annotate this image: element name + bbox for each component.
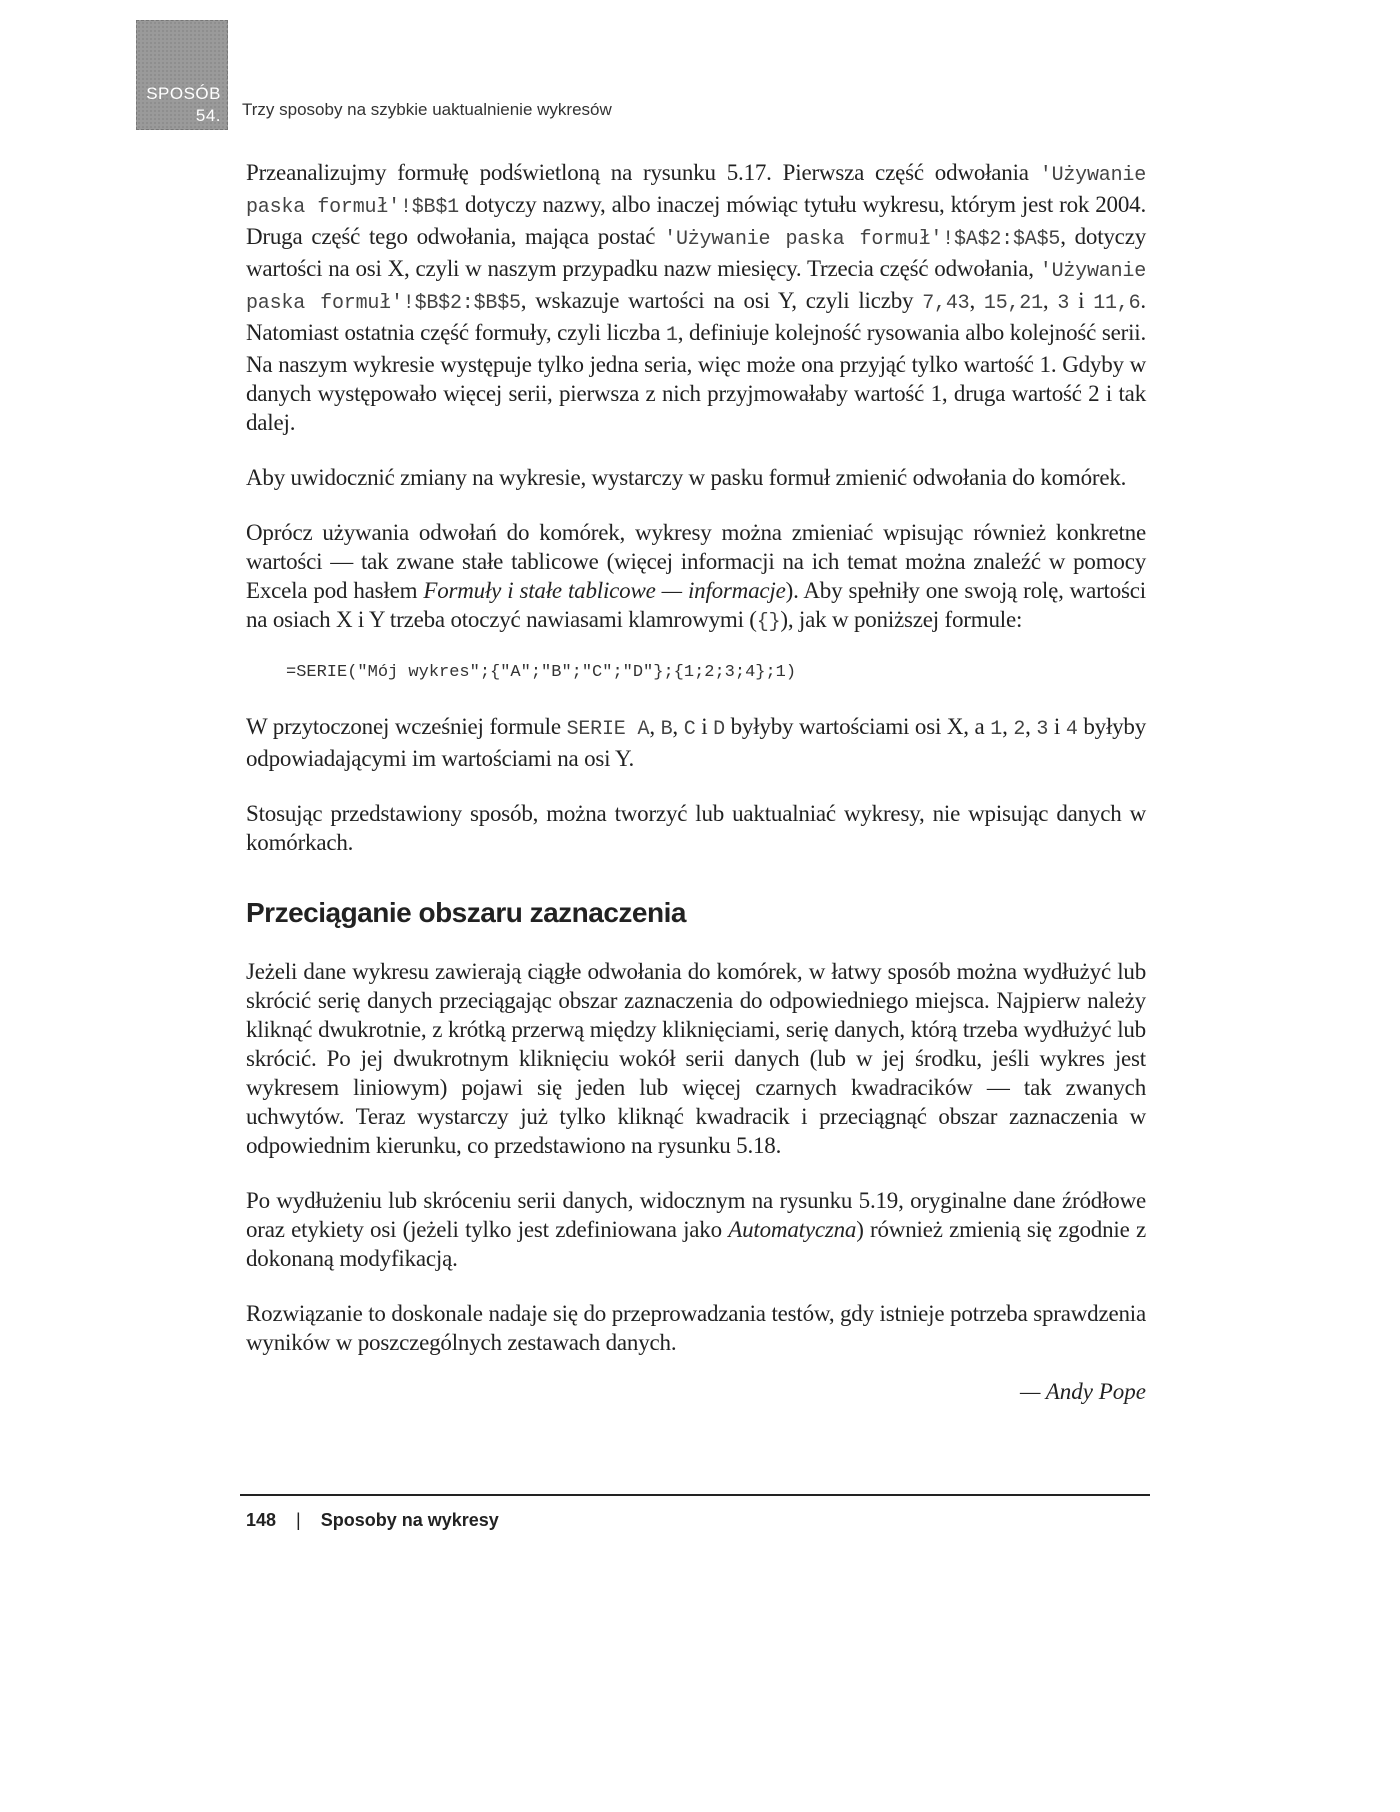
inline-code: 'Używanie paska formuł'!$B$2:$B$5 bbox=[246, 260, 1146, 315]
paragraph-formula-bar: Aby uwidocznić zmiany na wykresie, wystarczy w pasku formuł zmienić odwołania do komórek. bbox=[246, 465, 1127, 490]
inline-code: {} bbox=[756, 611, 781, 634]
paragraph-array-constants: Oprócz używania odwołań do komórek, wykresy można zmieniać wpisując również konkretne wartości — tak zwane stałe tablicowe (więcej informacji na ich temat można znaleźć w pomocy Excela pod hasłem Formuły i stałe tablicowe — informacje). Aby spełniły one swoją rolę, wartości na osiach X i Y trzeba otoczyć nawiasami klamrowymi ({}), jak w poniższej formule: bbox=[246, 520, 1146, 634]
inline-code: 4 bbox=[1065, 718, 1078, 741]
inline-code: 'Używanie paska formuł'!$B$1 bbox=[246, 164, 1146, 219]
inline-code: 3 bbox=[1057, 292, 1070, 315]
running-header-title: Trzy sposoby na szybkie uaktualnienie wykresów bbox=[242, 100, 612, 119]
help-topic-reference: Formuły i stałe tablicowe — informacje bbox=[423, 578, 786, 603]
footer-separator: | bbox=[296, 1510, 301, 1530]
option-name: Automatyczna bbox=[728, 1217, 857, 1242]
inline-code: D bbox=[713, 718, 725, 741]
hack-badge bbox=[136, 20, 228, 130]
footer-divider bbox=[240, 1494, 1150, 1496]
hack-badge-number: 54. bbox=[195, 106, 221, 125]
inline-code: B bbox=[660, 718, 673, 741]
hack-badge-label bbox=[146, 83, 221, 127]
inline-code: 11,6 bbox=[1093, 292, 1141, 315]
paragraph-drag-selection: Jeżeli dane wykresu zawierają ciągłe odwołania do komórek, w łatwy sposób można wydłużyć lub skrócić serię danych przeciągając obszar zaznaczenia do odpowiedniego miejsca. Najpierw należy kliknąć dwukrotnie, z krótką przerwą między kliknięciami, serię danych, którą trzeba wydłużyć lub skrócić. Po jej dwukrotnym kliknięciu wokół serii danych (lub w jej środku, jeśli wykres jest wykresem liniowym) pojawi się jeden lub więcej czarnych kwadracików — tak zwanych uchwytów. Teraz wystarczy już tylko kliknąć kwadracik i przeciągnąć obszar zaznaczenia w odpowiednim kierunku, co przedstawiono na rysunku 5.18. bbox=[246, 959, 1146, 1158]
inline-code: 2 bbox=[1013, 718, 1026, 741]
inline-code: 1 bbox=[990, 718, 1003, 741]
paragraph-summary: Stosując przedstawiony sposób, można tworzyć lub uaktualniać wykresy, nie wpisując danych w komórkach. bbox=[246, 801, 1146, 855]
inline-code: 'Używanie paska formuł'!$A$2:$A$5 bbox=[664, 228, 1061, 251]
inline-code: 1 bbox=[665, 324, 678, 347]
page-body bbox=[246, 158, 1146, 1405]
paragraph-formula-explanation: W przytoczonej wcześniej formule SERIE A, B, C i D byłyby wartościami osi X, a 1, 2, 3 i 4 byłyby odpowiadającymi im wartościami na osi Y. bbox=[246, 714, 1147, 771]
section-heading: Przeciąganie obszaru zaznaczenia bbox=[246, 897, 686, 928]
chapter-title: Sposoby na wykresy bbox=[320, 1510, 499, 1530]
author-signature: — Andy Pope bbox=[1019, 1379, 1146, 1404]
paragraph-formula-analysis: Przeanalizujmy formułę podświetloną na rysunku 5.17. Pierwsza część odwołania 'Używanie paska formuł'!$B$1 dotyczy nazwy, albo inaczej mówiąc tytułu wykresu, którym jest rok 2004. Druga część tego odwołania, mająca postać 'Używanie paska formuł'!$A$2:$A$5, dotyczy wartości na osi X, czyli w naszym przypadku nazw miesięcy. Trzecia część odwołania, 'Używanie paska formuł'!$B$2:$B$5, wskazuje wartości na osi Y, czyli liczby 7,43, 15,21, 3 i 11,6. Natomiast ostatnia część formuły, czyli liczba 1, definiuje kolejność rysowania albo kolejność serii. Na naszym wykresie występuje tylko jedna seria, więc może ona przyjąć tylko wartość 1. Gdyby w danych występowało więcej serii, pierwsza z nich przyjmowałaby wartość 1, druga wartość 2 i tak dalej. bbox=[246, 160, 1147, 435]
paragraph-testing: Rozwiązanie to doskonale nadaje się do przeprowadzania testów, gdy istnieje potrzeba sprawdzenia wyników w poszczególnych zestawach danych. bbox=[246, 1301, 1146, 1355]
inline-code: SERIE A bbox=[566, 718, 650, 741]
hack-badge-text: SPOSÓB bbox=[146, 84, 221, 103]
page-footer bbox=[246, 1510, 499, 1531]
inline-code: 15,21 bbox=[983, 292, 1043, 315]
inline-code: C bbox=[683, 718, 696, 741]
inline-code: 3 bbox=[1036, 718, 1049, 741]
inline-code: 7,43 bbox=[922, 292, 970, 315]
code-example: =SERIE("Mój wykres";{"A";"B";"C";"D"};{1;2;3;4};1) bbox=[286, 663, 797, 682]
page-number: 148 bbox=[246, 1510, 277, 1530]
paragraph-after-resize: Po wydłużeniu lub skróceniu serii danych, widocznym na rysunku 5.19, oryginalne dane źródłowe oraz etykiety osi (jeżeli tylko jest zdefiniowana jako Automatyczna) również zmienią się zgodnie z dokonaną modyfikacją. bbox=[246, 1188, 1146, 1271]
